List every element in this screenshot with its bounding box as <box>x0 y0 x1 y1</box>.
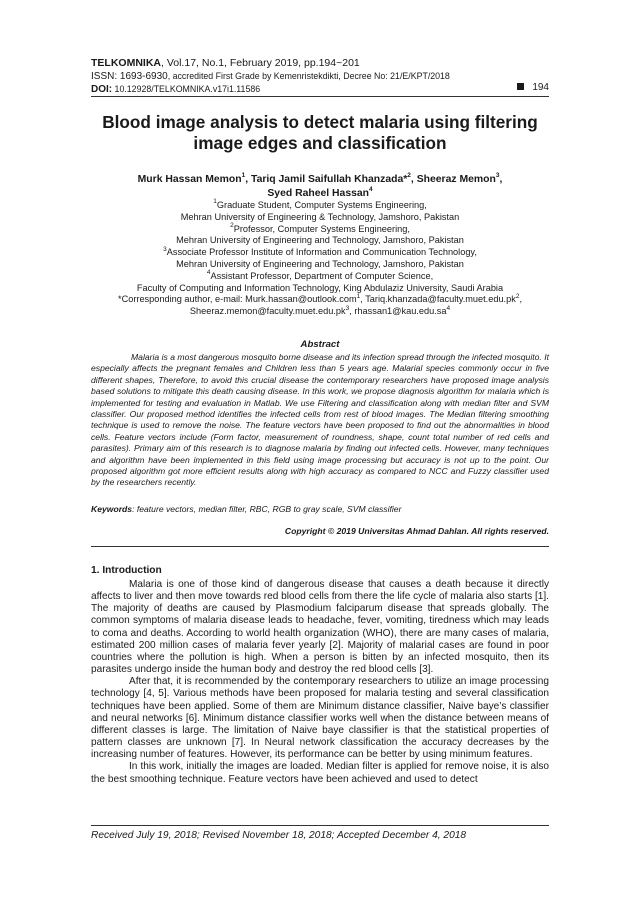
paper-title <box>91 112 549 154</box>
doi-line <box>91 83 549 97</box>
copyright-notice: Copyright © 2019 Universitas Ahmad Dahlan. All rights reserved. <box>284 526 549 536</box>
page-number-value: 194 <box>532 82 549 93</box>
corresponding-email-3: Sheeraz.memon@faculty.muet.edu.pk <box>189 306 346 317</box>
citation-line <box>91 57 549 70</box>
abstract-body: Malaria is a most dangerous mosquito borne disease and its infection spread through the infected mosquito. It especially affects the pregnant females and Children less than 5 years age. Malarial species commonly occur in five different shapes, Therefore, to avoid this crucial disease the contemporary researchers have proposed image analysis based solutions to mitigate this death causing disease. In this work, we propose diagnosis algorithm for malaria which is implemented for testing and evaluation in Matlab. We use Filtering and classification along with median filter and SVM classifier. Our proposed method identifies the infected cells from rest of blood images. The Median filtering smoothing technique is used to remove the noise. The feature vectors have been proposed to find out the abnormalities in blood cells. Feature vectors include (Form factor, measurement of roundness, shape, count total number of red cells and parasites). Primary aim of this research is to diagnose malaria by finding out infected cells. However, many techniques and algorithm have been implemented in this field using image processing but accuracy is not up to the point. Our proposed algorithm got more efficient results along with high accuracy as compared to NCC and Fuzzy classifier used by the researchers recently. <box>91 352 549 488</box>
header-rule <box>91 96 549 97</box>
issn-label: ISSN: 1693-6930 <box>91 70 168 82</box>
paragraph: In this work, initially the images are loaded. Median filter is applied for remove noise, it is also the best smoothing technique. Feature vectors have been achieved and used to detect <box>91 761 549 785</box>
abstract-rule <box>91 546 549 547</box>
author-3: Sheeraz Memon <box>416 174 496 185</box>
email-separator: , <box>519 294 522 305</box>
affiliation-line: Mehran University of Engineering and Technology, Jamshoro, Pakistan <box>176 258 464 269</box>
affiliation-sup: 1 <box>213 198 217 206</box>
author-line-2 <box>91 187 549 201</box>
author-separator: , <box>245 174 251 185</box>
affiliation-sup: 3 <box>163 245 167 253</box>
doi-value: 10.12928/TELKOMNIKA.v17i1.11586 <box>112 84 261 94</box>
author-line-1: Murk Hassan Memon$^1$, Tariq Jamil Saifullah Khanzada*$^2$, Sheeraz Memon$^3$, <box>137 172 503 185</box>
keywords <box>91 504 549 515</box>
introduction-body <box>91 579 549 786</box>
affiliation-line <box>91 247 549 259</box>
author-separator: , <box>410 174 417 185</box>
keywords-text: : feature vectors, median filter, RBC, RGB to gray scale, SVM classifier <box>132 504 402 514</box>
affiliation-text: Associate Professor Institute of Information and Communication Technology, <box>166 247 477 258</box>
affiliation-line <box>91 224 549 236</box>
affiliation-text: Assistant Professor, Department of Computer Science, <box>210 270 434 281</box>
corresponding-author-line <box>91 306 549 318</box>
citation-details: , Vol.17, No.1, February 2019, pp.194~201 <box>161 57 360 69</box>
issn-note: , accredited First Grade by Kemenristekdikti, Decree No: 21/E/KPT/2018 <box>167 70 450 81</box>
footer-rule <box>91 825 549 826</box>
section-heading-introduction: 1. Introduction <box>91 565 162 576</box>
author-2: Tariq Jamil Saifullah Khanzada* <box>251 174 408 185</box>
author-4-sup: 4 <box>369 185 373 193</box>
title-line-2: image edges and classification <box>193 133 447 153</box>
abstract-heading: Abstract <box>300 339 340 350</box>
email-sup: 4 <box>446 304 451 312</box>
affiliation-text: Professor, Computer Systems Engineering, <box>233 223 410 234</box>
author-list <box>91 173 549 200</box>
email-sup: 1 <box>356 292 361 300</box>
received-dates: Received July 19, 2018; Revised November 18, 2018; Accepted December 4, 2018 <box>91 830 467 841</box>
corresponding-author-line <box>91 294 549 306</box>
author-4: Syed Raheel Hassan <box>267 187 370 199</box>
affiliation-line <box>91 271 549 283</box>
square-bullet-icon <box>517 83 524 90</box>
affiliation-sup: 4 <box>206 269 211 277</box>
affiliation-text: Graduate Student, Computer Systems Engineering, <box>216 200 427 210</box>
affiliation-line: Mehran University of Engineering and Technology, Jamshoro, Pakistan <box>176 235 464 246</box>
email-sup: 2 <box>515 292 520 300</box>
author-1: Murk Hassan Memon <box>137 174 242 185</box>
affiliation-line: Faculty of Computing and Information Technology, King Abdulaziz University, Saudi Arabia <box>136 282 504 293</box>
keywords-label: Keywords <box>91 504 133 514</box>
corresponding-email-4: , rhassan1@kau.edu.sa <box>349 306 447 317</box>
affiliation-line <box>91 200 549 212</box>
affiliations <box>91 200 549 318</box>
title-line-1: Blood image analysis to detect malaria using filtering <box>102 112 538 132</box>
author-2-sup: 2 <box>407 172 411 180</box>
author-3-sup: 3 <box>495 172 500 180</box>
affiliation-sup: 2 <box>230 222 234 230</box>
paragraph: Malaria is one of those kind of dangerous disease that causes a death because it directly affects to liver and then move towards red blood cells from there the life cycle of malaria also starts [1]. The majority of deaths are caused by Plasmodium falciparum disease that spreads globally. The common symptoms of malaria disease leads to headache, fever, vomiting, tiredness which may leads to coma and deaths. According to world health organization (WHO), there are many cases of malaria, estimated 200 million cases of malaria fever yearly [2]. Majority of malarial cases are found in poor countries where the pollution is high. When a person is bitten by an infected mosquito, then its parasites undergo inside the human body and destroy the red blood cells [3]. <box>91 579 549 676</box>
email-sup: 3 <box>345 304 350 312</box>
page-number <box>517 82 549 95</box>
paragraph: After that, it is recommended by the contemporary researchers to utilize an image processing technology [4, 5]. Various methods have been proposed for malaria testing and several classification techniques have been applied. Some of them are Minimum distance classifier, Naive baye’s classifier and neural networks [6]. Minimum distance classifier works well when the distance between means of different classes is large. The limitation of Naive baye classifier is that the statistical properties of pattern classes are unknown [7]. In Neural network classification the accuracy decreases by the increasing number of features. However, its performance can be better by using minimum features. <box>91 676 549 761</box>
doi-label: DOI: <box>91 84 113 95</box>
issn-line <box>91 70 549 84</box>
corresponding-email-2: , Tariq.khanzada@faculty.muet.edu.pk <box>360 294 516 305</box>
corresponding-email-1: *Corresponding author, e-mail: Murk.hassan@outlook.com <box>118 294 357 305</box>
affiliation-line: Mehran University of Engineering & Technology, Jamshoro, Pakistan <box>180 211 460 222</box>
author-1-sup: 1 <box>241 172 246 180</box>
journal-name: TELKOMNIKA <box>91 57 161 69</box>
journal-header <box>91 57 549 97</box>
